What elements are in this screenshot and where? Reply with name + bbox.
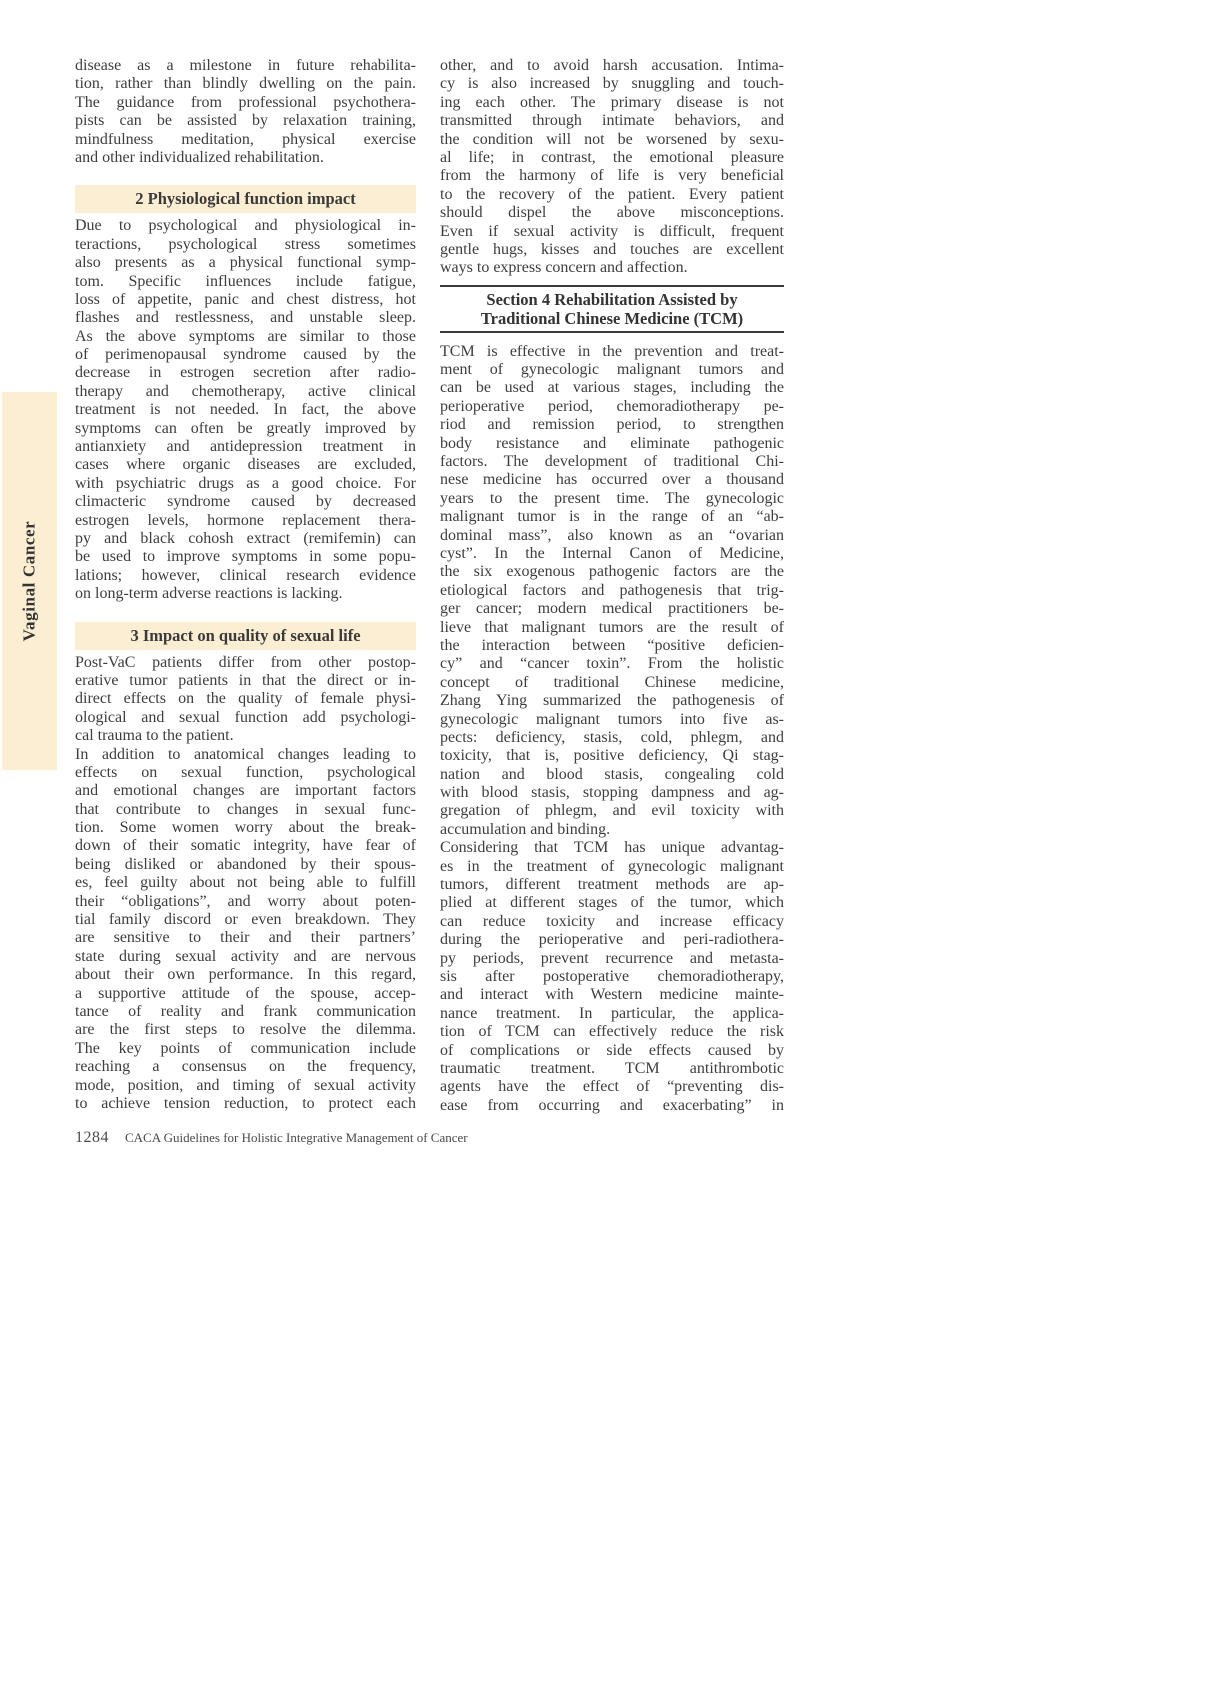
text-line: and other individualized rehabilitation. [75,148,324,166]
text-line: treatment is not needed. In fact, the above [75,401,416,419]
subsection-heading: 2 Physiological function impact [75,185,416,213]
paragraph [75,57,416,167]
text-line: perioperative period, chemoradiotherapy pe- [440,397,784,415]
text-line: climacteric syndrome caused by decreased [75,493,416,511]
text-line: tion, rather than blindly dwelling on the pain. [75,75,416,93]
subsection-heading: 3 Impact on quality of sexual life [75,622,416,650]
text-line: can reduce toxicity and increase efficacy [440,912,784,930]
text-line: during the perioperative and peri-radiothera- [440,931,784,949]
text-line: cal trauma to the patient. [75,727,234,745]
text-line: on long-term adverse reactions is lacking. [75,585,343,603]
text-line: are the first steps to resolve the dilemma. [75,1021,416,1039]
text-line: other, and to avoid harsh accusation. Intima- [440,57,784,74]
text-line: es in the treatment of gynecologic malignant [440,857,784,875]
text-line: mode, position, and timing of sexual activity [75,1076,416,1094]
text-line: and emotional changes are important factors [75,782,416,800]
text-line: The guidance from professional psychothera- [75,93,416,111]
text-line: plied at different stages of the tumor, which [440,894,784,912]
text-line: Considering that TCM has unique advantag- [440,839,784,857]
text-line: should dispel the above misconceptions. [440,204,784,222]
text-line: mindfulness meditation, physical exercise [75,130,416,148]
text-line: ment of gynecologic malignant tumors and [440,361,784,379]
text-line: tom. Specific influences include fatigue, [75,272,416,290]
text-line: transmitted through intimate behaviors, and [440,112,784,130]
text-line: malignant tumor is in the range of an “ab- [440,508,784,526]
text-line: tumors, different treatment methods are ap- [440,876,784,894]
text-line: also presents as a physical functional symp- [75,254,416,272]
text-line: pists can be assisted by relaxation training, [75,112,416,130]
text-line: ological and sexual function add psychologi- [75,708,416,726]
text-line: about their own performance. In this regard, [75,966,416,984]
text-line: Even if sexual activity is difficult, frequent [440,222,784,240]
text-line: lieve that malignant tumors are the result of [440,618,784,636]
text-line: erative tumor patients in that the direct or in- [75,671,416,689]
text-line: ways to express concern and affection. [440,259,688,277]
page-footer [75,1129,468,1147]
text-line: flashes and restlessness, and unstable sleep. [75,309,416,327]
text-line: lations; however, clinical research evidence [75,566,416,584]
text-line: In addition to anatomical changes leading to [75,745,416,763]
text-line: reaching a consensus on the frequency, [75,1058,416,1076]
text-line: can be used at various stages, including the [440,379,784,397]
text-line: pects: deficiency, stasis, cold, phlegm, and [440,728,784,746]
text-line: riod and remission period, to strengthen [440,416,784,434]
text-line: es, feel guilty about not being able to fulfill [75,874,416,892]
text-line: The key points of communication include [75,1039,416,1057]
text-line: py periods, prevent recurrence and metasta- [440,949,784,967]
text-line: antianxiety and antidepression treatment in [75,438,416,456]
paragraph [75,654,416,746]
paragraph [75,217,416,603]
text-line: teractions, psychological stress sometimes [75,235,416,253]
text-line: therapy and chemotherapy, active clinical [75,382,416,400]
text-line: cases where organic diseases are excluded, [75,456,416,474]
text-line: cyst”. In the Internal Canon of Medicine, [440,544,784,562]
section-heading [440,285,784,333]
text-line: the interaction between “positive deficien- [440,636,784,654]
section-heading-line: Traditional Chinese Medicine (TCM) [480,308,744,328]
text-line: their “obligations”, and worry about poten- [75,892,416,910]
text-line: state during sexual activity and are nervous [75,947,416,965]
text-line: disease as a milestone in future rehabilita- [75,57,416,74]
text-line: and interact with Western medicine mainte- [440,986,784,1004]
text-line: concept of traditional Chinese medicine, [440,673,784,691]
text-line: agents have the effect of “preventing dis- [440,1078,784,1096]
paragraph [440,839,784,1115]
text-line: years to the present time. The gynecologic [440,489,784,507]
text-line: direct effects on the quality of female physi- [75,690,416,708]
text-line: accumulation and binding. [440,820,611,838]
text-line: etiological factors and pathogenesis that trig- [440,581,784,599]
page-number: 1284 [75,1129,109,1146]
text-line: are sensitive to their and their partners’ [75,929,416,947]
text-line: sis after postoperative chemoradiotherapy, [440,967,784,985]
text-line: nation and blood stasis, congealing cold [440,765,784,783]
text-line: dominal mass”, also known as an “ovarian [440,526,784,544]
text-line: of perimenopausal syndrome caused by the [75,346,416,364]
text-line: from the harmony of life is very beneficial [440,167,784,185]
text-line: Zhang Ying summarized the pathogenesis of [440,692,784,710]
text-line: traumatic treatment. TCM antithrombotic [440,1059,784,1077]
text-line: TCM is effective in the prevention and treat- [440,342,784,360]
footer-running-title: CACA Guidelines for Holistic Integrative Management of Cancer [125,1130,468,1145]
text-line: decrease in estrogen secretion after radio- [75,364,416,382]
text-line: ease from occurring and exacerbating” in [440,1096,784,1114]
text-line: gentle hugs, kisses and touches are excellent [440,240,784,258]
text-line: symptoms can often be greatly improved by [75,419,416,437]
paragraph [440,343,784,840]
text-line: with psychiatric drugs as a good choice. For [75,474,416,492]
text-line: tion. Some women worry about the break- [75,819,416,837]
paragraph [75,746,416,1114]
text-line: Due to psychological and physiological in- [75,217,416,235]
text-line: being disliked or abandoned by their spous- [75,855,416,873]
text-line: tance of reality and frank communication [75,1002,416,1020]
text-line: of complications or side effects caused by [440,1041,784,1059]
right-text-column [440,57,784,1115]
text-line: be used to improve symptoms in some popu- [75,548,416,566]
text-line: the condition will not be worsened by sexu- [440,130,784,148]
text-line: ing each other. The primary disease is not [440,93,784,111]
text-line: As the above symptoms are similar to those [75,327,416,345]
text-line: cy is also increased by snuggling and touch- [440,75,784,93]
text-line: effects on sexual function, psychological [75,763,416,781]
text-line: al life; in contrast, the emotional pleasure [440,148,784,166]
text-line: with blood stasis, stopping dampness and ag- [440,784,784,802]
text-line: body resistance and eliminate pathogenic [440,434,784,452]
text-line: a supportive attitude of the spouse, accep- [75,984,416,1002]
text-line: estrogen levels, hormone replacement thera- [75,511,416,529]
text-line: that contribute to changes in sexual func- [75,800,416,818]
chapter-tab-label: Vaginal Cancer [19,520,39,642]
paragraph [440,57,784,278]
text-line: the six exogenous pathogenic factors are the [440,563,784,581]
text-line: to the recovery of the patient. Every patient [440,185,784,203]
text-line: cy” and “cancer toxin”. From the holistic [440,655,784,673]
text-line: gynecologic malignant tumors into five as- [440,710,784,728]
text-line: to achieve tension reduction, to protect each [75,1094,416,1112]
text-line: gregation of phlegm, and evil toxicity with [440,802,784,820]
text-line: nese medicine has occurred over a thousand [440,471,784,489]
text-line: toxicity, that is, positive deficiency, Qi stag- [440,747,784,765]
text-line: tion of TCM can effectively reduce the risk [440,1023,784,1041]
text-line: nance treatment. In particular, the applica- [440,1004,784,1022]
left-text-column [75,57,416,1113]
text-line: loss of appetite, panic and chest distress, hot [75,290,416,308]
section-heading-line: Section 4 Rehabilitation Assisted by [486,289,738,309]
text-line: factors. The development of traditional Chi- [440,453,784,471]
chapter-tab [2,392,57,770]
text-line: Post-VaC patients differ from other postop- [75,653,416,671]
text-line: down of their somatic integrity, have fear of [75,837,416,855]
text-line: py and black cohosh extract (remifemin) can [75,529,416,547]
text-line: tial family discord or even breakdown. They [75,911,416,929]
text-line: ger cancer; modern medical practitioners be- [440,600,784,618]
